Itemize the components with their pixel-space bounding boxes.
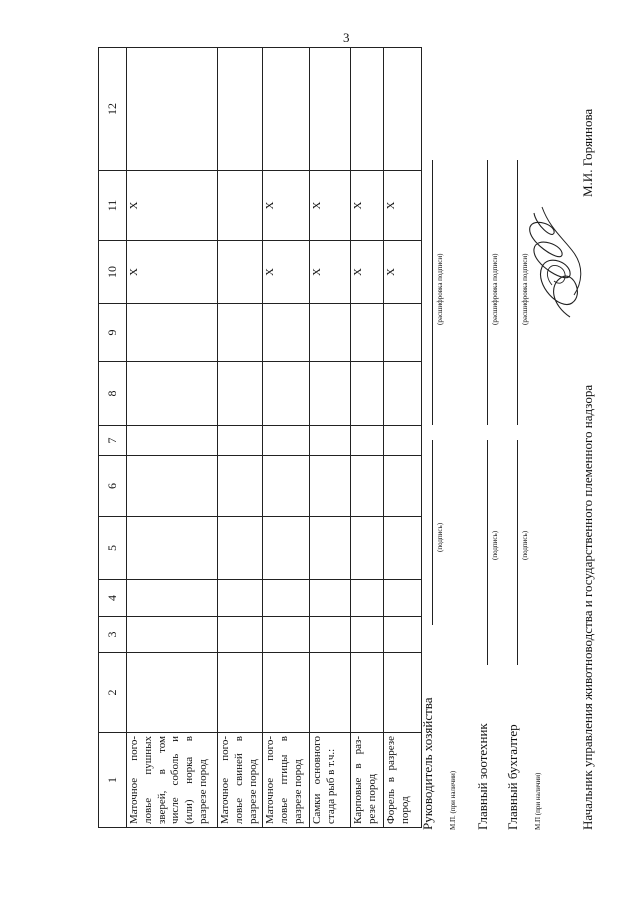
table-cell: X (263, 171, 310, 241)
handwritten-signature (512, 200, 597, 325)
table-cell (384, 362, 422, 426)
table-cell (310, 426, 351, 456)
table-cell (263, 517, 310, 580)
column-header-9: 9 (99, 304, 127, 362)
table-cell (310, 517, 351, 580)
data-table (98, 47, 422, 828)
row-label: Маточное пого-ловье пушных зверей, в том числе соболь и (или) норка в разрезе пород (127, 733, 218, 828)
head-title: Руководитель хозяйства (420, 697, 435, 830)
head-sign-caption: (подпись) (436, 522, 444, 552)
table-cell: X (351, 171, 384, 241)
accountant-sign-line (517, 440, 518, 665)
column-header-3: 3 (99, 617, 127, 653)
table-cell (310, 304, 351, 362)
zootech-decode-line (487, 160, 488, 425)
table-cell (310, 362, 351, 426)
table-cell (218, 653, 263, 733)
table-cell (310, 617, 351, 653)
table-cell (351, 304, 384, 362)
accountant-mp: М.П (при наличии) (534, 772, 542, 830)
table-cell (351, 48, 384, 171)
table-cell (310, 456, 351, 517)
table-cell (218, 241, 263, 304)
table-cell (384, 517, 422, 580)
table-cell (127, 517, 218, 580)
table-cell (263, 362, 310, 426)
table-cell (218, 362, 263, 426)
table-cell (351, 456, 384, 517)
table-cell (218, 517, 263, 580)
table-row (310, 48, 351, 828)
footer-title: Начальник управления животноводства и государственного племенного надзора (580, 384, 595, 830)
footer-name: М.И. Горяинова (580, 108, 595, 197)
table-cell (127, 362, 218, 426)
accountant-title: Главный бухгалтер (505, 724, 520, 830)
table-cell (218, 617, 263, 653)
table-cell (127, 304, 218, 362)
table-row (351, 48, 384, 828)
table-row (218, 48, 263, 828)
column-header-10: 10 (99, 241, 127, 304)
table-row (384, 48, 422, 828)
row-label: Маточное пого-ловье птицы в разрезе пород (263, 733, 310, 828)
table-cell (351, 426, 384, 456)
zootech-sign-caption: (подпись) (491, 530, 499, 560)
zootech-title: Главный зоотехник (475, 723, 490, 830)
column-header-8: 8 (99, 362, 127, 426)
row-label: Самки основного стада рыб в т.ч.: (310, 733, 351, 828)
table-cell (263, 426, 310, 456)
table-cell (384, 426, 422, 456)
table-cell (384, 304, 422, 362)
head-sign-line (432, 440, 433, 625)
column-header-6: 6 (99, 456, 127, 517)
table-cell: X (127, 241, 218, 304)
column-header-12: 12 (99, 48, 127, 171)
table-row (263, 48, 310, 828)
table-cell (351, 617, 384, 653)
table-cell (310, 48, 351, 171)
table-cell: X (310, 171, 351, 241)
zootech-decode-caption: (расшифровка подписи) (491, 253, 499, 325)
column-header-1: 1 (99, 733, 127, 828)
table-cell: X (127, 171, 218, 241)
column-header-5: 5 (99, 517, 127, 580)
accountant-sign-caption: (подпись) (521, 530, 529, 560)
table-cell (127, 426, 218, 456)
table-cell (127, 653, 218, 733)
table-cell: X (384, 171, 422, 241)
table-cell: X (263, 241, 310, 304)
table-cell (263, 48, 310, 171)
table-cell (263, 456, 310, 517)
table-cell (351, 517, 384, 580)
table-cell (384, 653, 422, 733)
table-cell (127, 456, 218, 517)
table-cell (263, 617, 310, 653)
table-cell (218, 171, 263, 241)
table-cell (384, 580, 422, 617)
table-cell (218, 580, 263, 617)
table-cell (218, 456, 263, 517)
accountant-decode-caption: (расшифровка подписи) (521, 253, 529, 325)
table-cell (263, 304, 310, 362)
page-number: 3 (343, 30, 350, 45)
table-body (127, 48, 422, 828)
head-decode-caption: (расшифровка подписи) (436, 253, 444, 325)
column-header-7: 7 (99, 426, 127, 456)
table-cell (263, 653, 310, 733)
table-cell (384, 48, 422, 171)
table-cell (351, 580, 384, 617)
row-label: Карповые в раз-резе пород (351, 733, 384, 828)
table-cell (127, 580, 218, 617)
table-cell (384, 456, 422, 517)
head-decode-line (432, 160, 433, 425)
table-cell: X (310, 241, 351, 304)
table-row (127, 48, 218, 828)
table-cell (351, 362, 384, 426)
table-header-row (99, 48, 127, 828)
table-cell (218, 304, 263, 362)
row-label: Маточное пого-ловье свиней в разрезе пород (218, 733, 263, 828)
zootech-sign-line (487, 440, 488, 665)
table-cell (263, 580, 310, 617)
table-cell: X (384, 241, 422, 304)
table-cell (310, 653, 351, 733)
row-label: Форель в разрезе пород (384, 733, 422, 828)
head-mp: М.П. (при наличии) (449, 770, 457, 830)
table-cell: X (351, 241, 384, 304)
column-header-4: 4 (99, 580, 127, 617)
column-header-11: 11 (99, 171, 127, 241)
table-cell (384, 617, 422, 653)
table-cell (310, 580, 351, 617)
table-cell (218, 48, 263, 171)
column-header-2: 2 (99, 653, 127, 733)
table-cell (351, 653, 384, 733)
table-cell (218, 426, 263, 456)
table-cell (127, 48, 218, 171)
table-cell (127, 617, 218, 653)
